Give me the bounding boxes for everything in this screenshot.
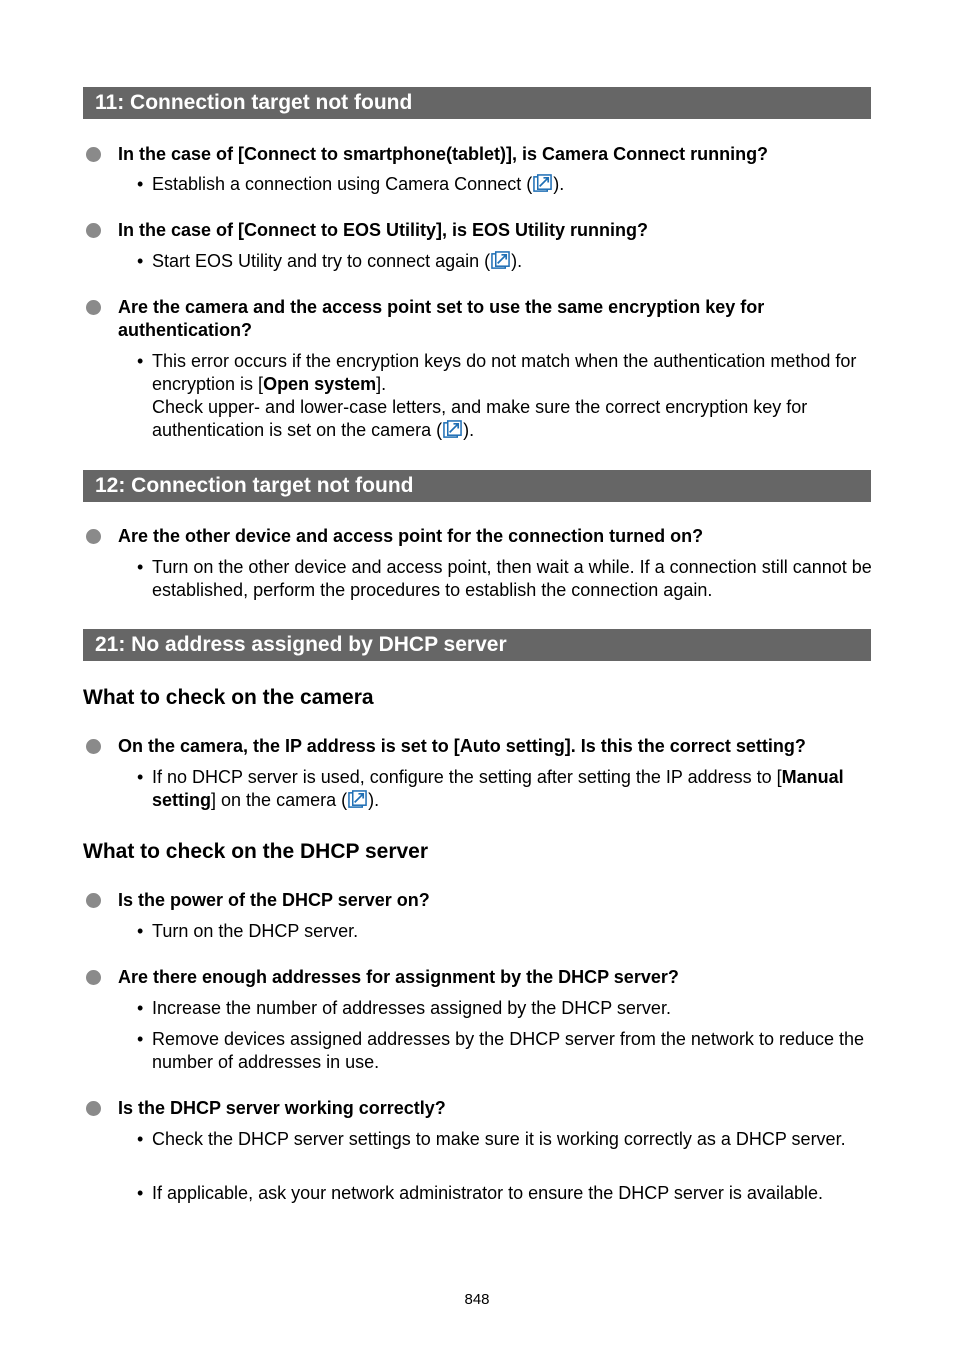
- bullet-text-mid: ] on the camera (: [211, 790, 348, 810]
- question-item: [83, 296, 863, 342]
- bullet-item: [137, 350, 873, 442]
- page-reference-icon[interactable]: [443, 420, 462, 439]
- bullet-icon: •: [137, 1029, 144, 1049]
- question-text: In the case of [Connect to smartphone(tablet)], is Camera Connect running?: [118, 144, 769, 164]
- question-text: In the case of [Connect to EOS Utility], is EOS Utility running?: [118, 220, 649, 240]
- bullet-icon: •: [137, 998, 144, 1018]
- section-title-12: 12: Connection target not found: [83, 470, 871, 502]
- page-reference-icon[interactable]: [533, 174, 552, 193]
- bullet-item: [137, 1182, 873, 1205]
- setting-name: Manual setting: [152, 767, 844, 810]
- bullet-icon: •: [137, 251, 144, 271]
- question-item: [83, 966, 863, 989]
- bullet-item: [137, 920, 873, 943]
- bullet-item: [137, 173, 873, 196]
- bullet-icon: •: [137, 1183, 144, 1203]
- question-item: [83, 143, 863, 166]
- bullet-text-end: ).: [368, 790, 380, 810]
- bullet-icon: •: [137, 1129, 144, 1149]
- question-item: [83, 735, 863, 758]
- bullet-text: Establish a connection using Camera Connect (: [152, 174, 533, 194]
- bullet-text: If applicable, ask your network administrator to ensure the DHCP server is available.: [152, 1183, 823, 1203]
- bullet-text-mid: ].: [376, 374, 387, 394]
- page-reference-icon[interactable]: [491, 251, 510, 270]
- bullet-icon: •: [137, 767, 144, 787]
- bullet-text-end: ).: [553, 174, 565, 194]
- bullet-item: [137, 1128, 873, 1151]
- bullet-item: [137, 556, 873, 602]
- question-item: [83, 1097, 863, 1120]
- bullet-item: [137, 766, 873, 812]
- question-dot-icon: [86, 1101, 101, 1116]
- question-dot-icon: [86, 529, 101, 544]
- bullet-icon: •: [137, 174, 144, 194]
- bullet-item: [137, 1028, 873, 1074]
- question-item: [83, 525, 863, 548]
- question-dot-icon: [86, 739, 101, 754]
- question-dot-icon: [86, 223, 101, 238]
- question-text: Is the power of the DHCP server on?: [118, 890, 430, 910]
- bullet-text-line2: Check upper- and lower-case letters, and make sure the correct encryption key for authentication is set on the camera (: [152, 397, 808, 440]
- question-dot-icon: [86, 300, 101, 315]
- question-dot-icon: [86, 147, 101, 162]
- section-title-21: 21: No address assigned by DHCP server: [83, 629, 871, 661]
- bullet-item: [137, 250, 873, 273]
- subsection-heading-camera: What to check on the camera: [83, 686, 374, 709]
- bullet-text-end: ).: [463, 420, 475, 440]
- bullet-text: Turn on the other device and access point, then wait a while. If a connection still cannot be established, perform the procedures to establish the connection again.: [152, 557, 872, 600]
- bullet-text: Turn on the DHCP server.: [152, 921, 359, 941]
- bullet-text: Start EOS Utility and try to connect again (: [152, 251, 491, 271]
- bullet-text: If no DHCP server is used, configure the setting after setting the IP address to [: [152, 767, 782, 787]
- question-dot-icon: [86, 970, 101, 985]
- bullet-icon: •: [137, 921, 144, 941]
- question-text: Are the camera and the access point set to use the same encryption key for authentication?: [118, 297, 765, 340]
- bullet-text: This error occurs if the encryption keys do not match when the authentication method for encryption is [: [152, 351, 857, 394]
- page-reference-icon[interactable]: [348, 790, 367, 809]
- subsection-heading-dhcp: What to check on the DHCP server: [83, 840, 429, 863]
- bullet-text: Remove devices assigned addresses by the DHCP server from the network to reduce the number of addresses in use.: [152, 1029, 865, 1072]
- bullet-item: [137, 997, 873, 1020]
- section-title-11: 11: Connection target not found: [83, 87, 871, 119]
- question-item: [83, 889, 863, 912]
- question-text: Is the DHCP server working correctly?: [118, 1098, 446, 1118]
- bullet-text: Increase the number of addresses assigned by the DHCP server.: [152, 998, 671, 1018]
- question-text: On the camera, the IP address is set to [Auto setting]. Is this the correct setting?: [118, 736, 806, 756]
- question-text: Are there enough addresses for assignment by the DHCP server?: [118, 967, 679, 987]
- question-item: [83, 219, 863, 242]
- setting-name: Open system: [263, 374, 377, 394]
- question-dot-icon: [86, 893, 101, 908]
- question-text: Are the other device and access point for the connection turned on?: [118, 526, 704, 546]
- bullet-text-end: ).: [511, 251, 523, 271]
- bullet-icon: •: [137, 557, 144, 577]
- bullet-text: Check the DHCP server settings to make sure it is working correctly as a DHCP server.: [152, 1129, 846, 1149]
- page-number: 848: [464, 1291, 490, 1308]
- bullet-icon: •: [137, 351, 144, 371]
